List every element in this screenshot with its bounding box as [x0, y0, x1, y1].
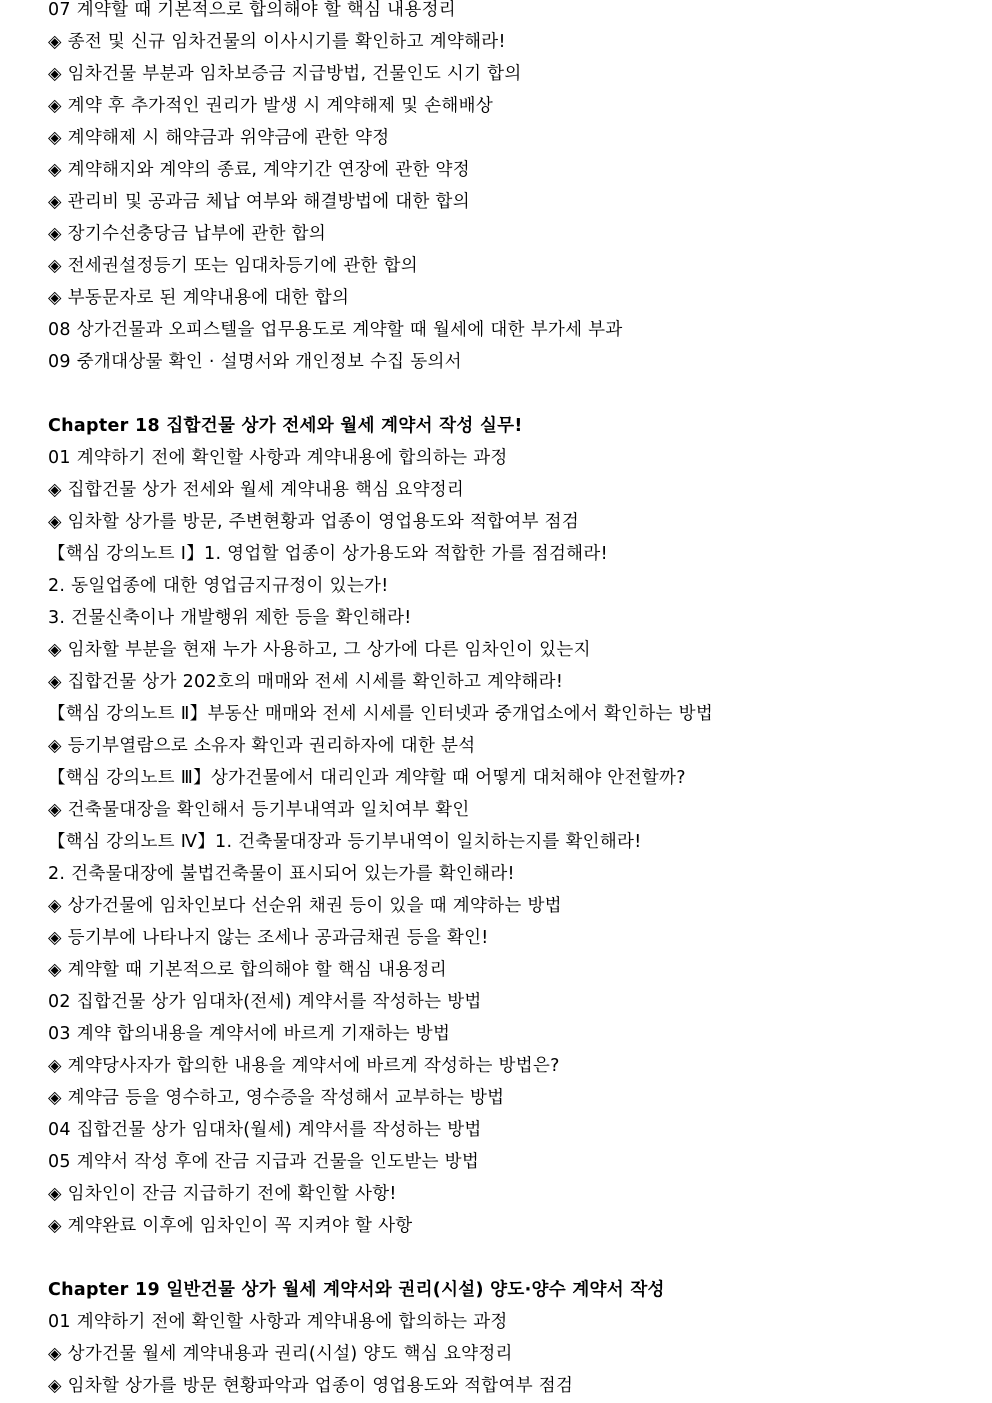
text-line: 07 계약할 때 기본적으로 합의해야 할 핵심 내용정리 [48, 0, 457, 20]
blank-line [48, 1242, 968, 1274]
text-line: 2. 동일업종에 대한 영업금지규정이 있는가! [48, 576, 389, 596]
text-line: 09 중개대상물 확인 · 설명서와 개인정보 수집 동의서 [48, 352, 462, 372]
text-line: ◈ 건축물대장을 확인해서 등기부내역과 일치여부 확인 [48, 800, 470, 820]
text-line: 2. 건축물대장에 불법건축물이 표시되어 있는가를 확인해라! [48, 864, 515, 884]
text-line: 【핵심 강의노트 Ⅰ】1. 영업할 업종이 상가용도와 적합한 가를 점검해라! [48, 544, 608, 564]
text-line: ◈ 계약완료 이후에 임차인이 꼭 지켜야 할 사항 [48, 1216, 413, 1236]
text-line: ◈ 임차할 상가를 방문 현황파악과 업종이 영업용도와 적합여부 점검 [48, 1376, 574, 1396]
text-line: ◈ 등기부에 나타나지 않는 조세나 공과금채권 등을 확인! [48, 928, 489, 948]
text-line: ◈ 장기수선충당금 납부에 관한 합의 [48, 224, 327, 244]
text-line: 08 상가건물과 오피스텔을 업무용도로 계약할 때 월세에 대한 부가세 부과 [48, 320, 623, 340]
text-line: ◈ 등기부열람으로 소유자 확인과 권리하자에 대한 분석 [48, 736, 476, 756]
text-line: ◈ 상가건물에 임차인보다 선순위 채권 등이 있을 때 계약하는 방법 [48, 896, 562, 916]
text-line: ◈ 전세권설정등기 또는 임대차등기에 관한 합의 [48, 256, 418, 276]
text-line: 3. 건물신축이나 개발행위 제한 등을 확인해라! [48, 608, 412, 628]
text-line: 【핵심 강의노트 Ⅲ】상가건물에서 대리인과 계약할 때 어떻게 대처해야 안전할까? [48, 768, 686, 788]
text-line: ◈ 계약 후 추가적인 권리가 발생 시 계약해제 및 손해배상 [48, 96, 494, 116]
text-line: ◈ 계약해지와 계약의 종료, 계약기간 연장에 관한 약정 [48, 160, 470, 180]
text-line: 01 계약하기 전에 확인할 사항과 계약내용에 합의하는 과정 [48, 1312, 508, 1332]
text-line: ◈ 집합건물 상가 전세와 월세 계약내용 핵심 요약정리 [48, 480, 465, 500]
text-line: 04 집합건물 상가 임대차(월세) 계약서를 작성하는 방법 [48, 1120, 482, 1140]
text-line: 01 계약하기 전에 확인할 사항과 계약내용에 합의하는 과정 [48, 448, 508, 468]
text-line: ◈ 집합건물 상가 202호의 매매와 전세 시세를 확인하고 계약해라! [48, 672, 564, 692]
text-line: ◈ 부동문자로 된 계약내용에 대한 합의 [48, 288, 350, 308]
text-line: ◈ 계약할 때 기본적으로 합의해야 할 핵심 내용정리 [48, 960, 447, 980]
text-line: ◈ 관리비 및 공과금 체납 여부와 해결방법에 대한 합의 [48, 192, 470, 212]
chapter-heading: Chapter 18 집합건물 상가 전세와 월세 계약서 작성 실무! [48, 416, 523, 436]
text-line: 05 계약서 작성 후에 잔금 지급과 건물을 인도받는 방법 [48, 1152, 480, 1172]
text-line: 【핵심 강의노트 Ⅳ】1. 건축물대장과 등기부내역이 일치하는지를 확인해라! [48, 832, 642, 852]
chapter-heading: Chapter 19 일반건물 상가 월세 계약서와 권리(시설) 양도·양수 계약서 작성 [48, 1280, 665, 1300]
text-line: 【핵심 강의노트 Ⅱ】부동산 매매와 전세 시세를 인터넷과 중개업소에서 확인하는 방법 [48, 704, 714, 724]
text-line: ◈ 임차건물 부분과 임차보증금 지급방법, 건물인도 시기 합의 [48, 64, 522, 84]
text-line: ◈ 계약해제 시 해약금과 위약금에 관한 약정 [48, 128, 390, 148]
text-line: ◈ 계약금 등을 영수하고, 영수증을 작성해서 교부하는 방법 [48, 1088, 505, 1108]
text-line: ◈ 상가건물 월세 계약내용과 권리(시설) 양도 핵심 요약정리 [48, 1344, 513, 1364]
text-line: ◈ 계약당사자가 합의한 내용을 계약서에 바르게 작성하는 방법은? [48, 1056, 560, 1076]
text-line: ◈ 임차할 상가를 방문, 주변현황과 업종이 영업용도와 적합여부 점검 [48, 512, 580, 532]
text-line: ◈ 임차할 부분을 현재 누가 사용하고, 그 상가에 다른 임차인이 있는지 [48, 640, 591, 660]
text-line: ◈ 임차인이 잔금 지급하기 전에 확인할 사항! [48, 1184, 397, 1204]
text-line: 02 집합건물 상가 임대차(전세) 계약서를 작성하는 방법 [48, 992, 482, 1012]
text-line: ◈ 종전 및 신규 임차건물의 이사시기를 확인하고 계약해라! [48, 32, 506, 52]
blank-line [48, 378, 968, 410]
text-line: 03 계약 합의내용을 계약서에 바르게 기재하는 방법 [48, 1024, 451, 1044]
document-page [48, 0, 968, 1402]
